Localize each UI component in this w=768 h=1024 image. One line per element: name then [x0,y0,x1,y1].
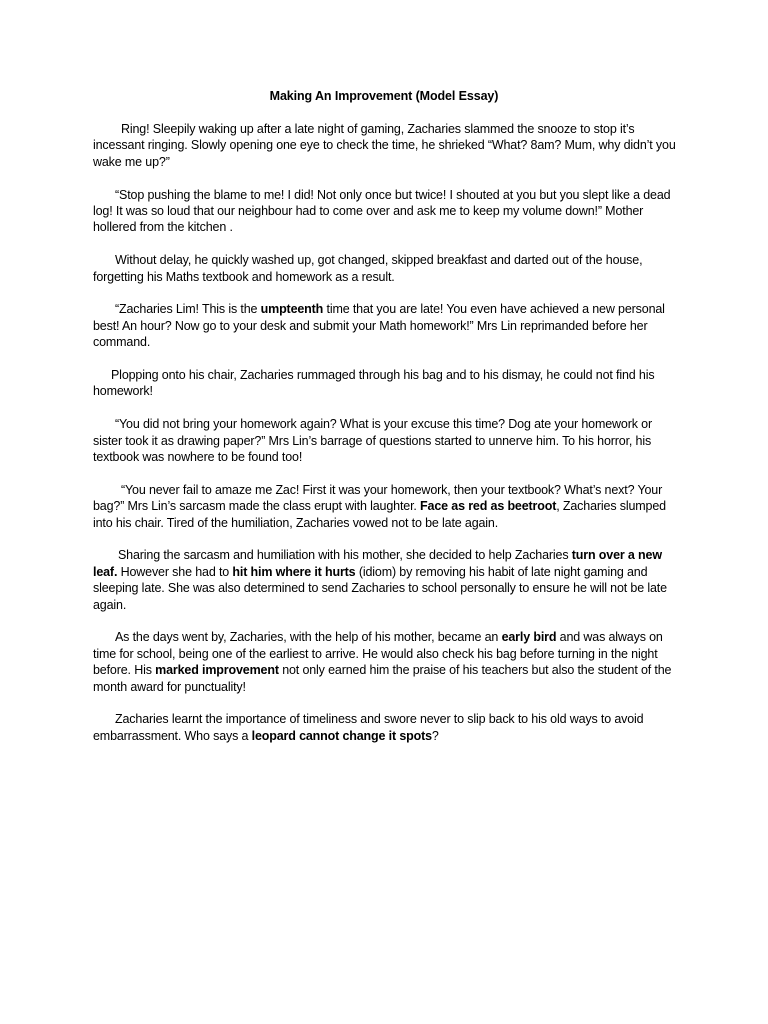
paragraph-text: “You did not bring your homework again? What is your excuse this time? Dog ate your homework or sister took it as drawing paper?” Mrs Lin’s barrage of questions started to unnerve him. To his horror, his textbook was nowhere to be found too! [93,417,652,465]
essay-paragraph [93,187,679,236]
essay-paragraph [93,121,679,170]
bold-phrase: umpteenth [260,302,324,317]
essay-paragraph [93,711,679,744]
paragraph-text: As the days went by, Zacharies, with the help of his mother, became an [115,630,502,645]
paragraph-text: “Stop pushing the blame to me! I did! Not only once but twice! I shouted at you but you slept like a dead log! It was so loud that our neighbour had to come over and ask me to keep my volume down!” Mother hollered from the kitchen . [93,187,671,235]
essay-paragraph [93,629,679,695]
paragraph-text: Plopping onto his chair, Zacharies rummaged through his bag and to his dismay, he could not find his homework! [93,368,655,399]
paragraph-text: Sharing the sarcasm and humiliation with his mother, she decided to help Zacharies [118,548,572,563]
essay-paragraph [93,547,679,613]
bold-phrase: hit him where it hurts [232,564,356,579]
paragraph-text: and was always on time for school, being one of the earliest to arrive. He would also check his bag before turning in the night before. His [93,630,663,678]
bold-phrase: marked improvement [155,663,279,678]
bold-phrase: turn over a new leaf. [93,548,662,579]
bold-phrase: early bird [501,630,557,645]
bold-phrase: leopard cannot change it spots [251,728,432,743]
essay-paragraph [93,367,679,400]
paragraph-text: time that you are late! You even have achieved a new personal best! An hour? Now go to your desk and submit your Math homework!” Mrs Lin reprimanded before her command. [93,302,665,350]
paragraph-text: , Zacharies slumped into his chair. Tired of the humiliation, Zacharies vowed not to be late again. [93,499,666,530]
essay-body [93,121,679,761]
paragraph-text: Ring! Sleepily waking up after a late night of gaming, Zacharies slammed the snooze to stop it’s incessant ringing. Slowly opening one eye to check the time, he shrieked “What? 8am? Mum, why didn’t you wake me up?” [93,122,676,169]
essay-paragraph [93,252,679,285]
paragraph-text: ? [431,728,439,743]
paragraph-text: Zacharies learnt the importance of timeliness and swore never to slip back to his old ways to avoid embarrassment. Who says a [93,712,644,743]
paragraph-text: However she had to [117,564,233,579]
paragraph-text: (idiom) by removing his habit of late night gaming and sleeping late. She was also determined to send Zacharies to school personally to ensure he will not be late again. [93,564,667,612]
essay-title: Making An Improvement (Model Essay) [269,89,499,103]
essay-paragraph [93,301,679,350]
essay-paragraph [93,416,679,465]
bold-phrase: Face as red as beetroot [420,499,557,514]
paragraph-text: “You never fail to amaze me Zac! First it was your homework, then your textbook? What’s next? Your bag?” Mrs Lin’s sarcasm made the class erupt with laughter. [93,482,663,514]
paragraph-text: “Zacharies Lim! This is the [115,302,261,317]
paragraph-text: Without delay, he quickly washed up, got changed, skipped breakfast and darted out of the house, forgetting his Maths textbook and homework as a result. [93,253,643,284]
paragraph-text: not only earned him the praise of his teachers but also the student of the month award for punctuality! [93,663,672,694]
essay-paragraph [93,482,679,531]
